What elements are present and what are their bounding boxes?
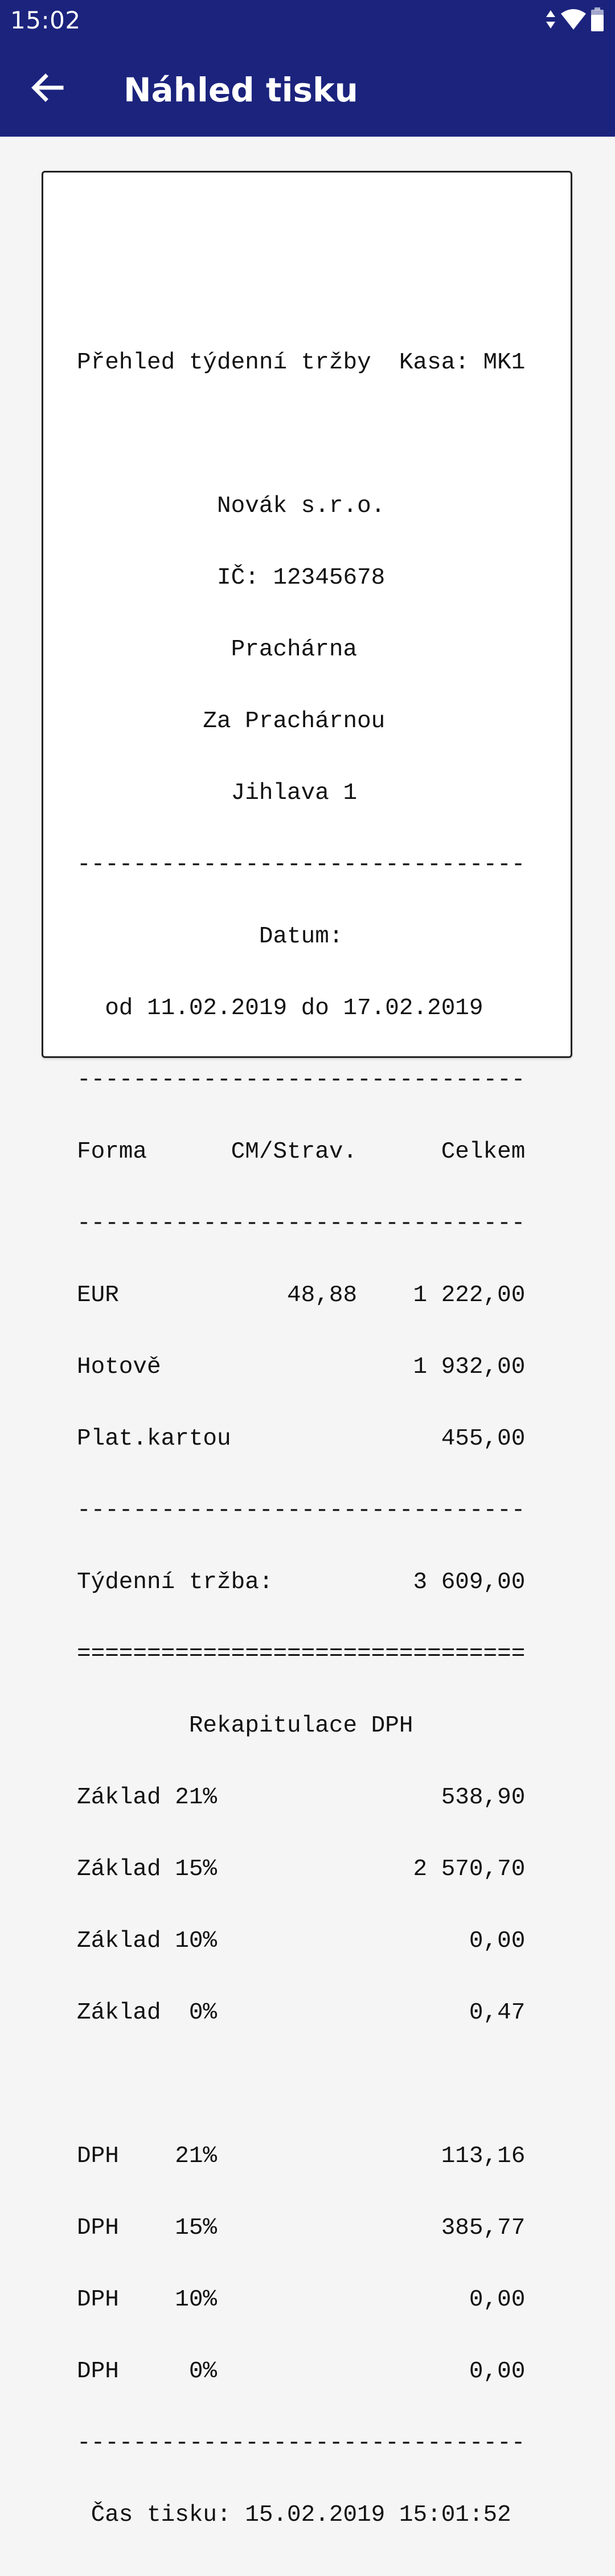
vat-amount-row: DPH 0% 0,00 — [77, 2358, 526, 2385]
app-bar — [0, 0, 615, 137]
vat-amount-row: DPH 15% 385,77 — [77, 2215, 526, 2241]
weekly-total: Týdenní tržba: 3 609,00 — [77, 1569, 526, 1595]
data-activity-icon — [544, 9, 557, 32]
receipt-line-blank — [77, 423, 525, 446]
payment-row: Hotově 1 932,00 — [77, 1354, 526, 1380]
table-header: Forma CM/Strav. Celkem — [77, 1139, 526, 1165]
street-address: Za Prachárnou — [77, 708, 386, 735]
receipt-divider: -------------------------------- — [77, 852, 526, 878]
status-icons — [544, 8, 605, 33]
receipt-line-blank — [77, 279, 525, 303]
vat-base-row: Základ 10% 0,00 — [77, 1928, 526, 1954]
vat-base-row: Základ 15% 2 570,70 — [77, 1856, 526, 1882]
date-label: Datum: — [77, 924, 343, 950]
vat-amount-row: DPH 10% 0,00 — [77, 2287, 526, 2313]
receipt-divider: -------------------------------- — [77, 2430, 526, 2456]
payment-row: EUR 48,88 1 222,00 — [77, 1282, 526, 1308]
print-time: Čas tisku: 15.02.2019 15:01:52 — [77, 2502, 511, 2528]
payment-row: Plat.kartou 455,00 — [77, 1426, 526, 1452]
receipt-text — [77, 231, 525, 2575]
vat-amount-row: DPH 21% 113,16 — [77, 2143, 526, 2169]
receipt-divider: -------------------------------- — [77, 1498, 526, 1524]
shop-name: Prachárna — [77, 637, 358, 663]
company-name: Novák s.r.o. — [77, 493, 386, 519]
wifi-icon — [560, 8, 587, 34]
date-range: od 11.02.2019 do 17.02.2019 — [77, 995, 483, 1022]
vat-base-row: Základ 21% 538,90 — [77, 1785, 526, 1811]
back-button[interactable] — [26, 67, 67, 108]
receipt-divider: -------------------------------- — [77, 1067, 526, 1093]
status-time: 15:02 — [10, 6, 81, 34]
receipt-preview[interactable] — [42, 171, 572, 2528]
company-id: IČ: 12345678 — [77, 565, 386, 591]
receipt-heading: Přehled týdenní tržby Kasa: MK1 — [77, 350, 526, 376]
receipt-line-blank — [77, 2073, 525, 2097]
receipt-divider: -------------------------------- — [77, 1211, 526, 1237]
battery-icon — [590, 7, 605, 35]
page-title: Náhled tisku — [124, 71, 358, 109]
city-address: Jihlava 1 — [77, 780, 358, 806]
vat-base-row: Základ 0% 0,47 — [77, 2000, 526, 2026]
arrow-back-icon — [26, 67, 67, 108]
vat-summary-title: Rekapitulace DPH — [77, 1713, 413, 1739]
receipt-double-divider: ================================ — [77, 1641, 526, 1667]
